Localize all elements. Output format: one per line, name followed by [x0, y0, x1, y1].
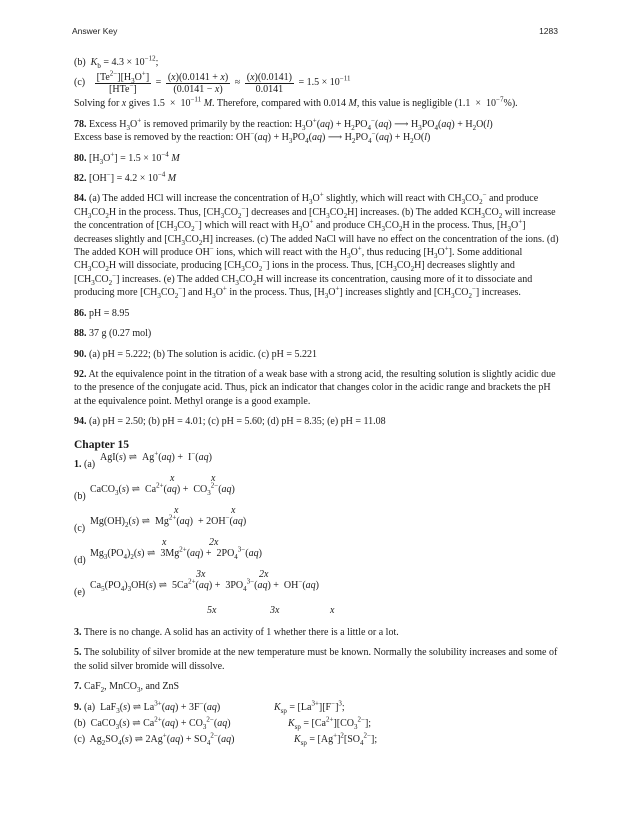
answer-94: 94. (a) pH = 2.50; (b) pH = 4.01; (c) pH = 5.60; (d) pH = 8.35; (e) pH = 11.08	[74, 416, 386, 428]
q1-part-d: (d) $Mg_3(PO_4)_2(s)$ ⇌ $3Mg^{2+}(aq) + 2PO_4^{3-}(aq)$ 3x 2x	[74, 545, 269, 580]
page-number: 1283	[539, 26, 558, 36]
chapter15-q1	[74, 449, 560, 622]
q9-part-a: 9. (a) LaF$_3$(s) ⇌ $La^{3+}(aq) + 3F^-(aq)$ $K_{sp} = [La^{3+}][F^-]^3$;	[74, 699, 345, 715]
answer-content	[74, 56, 560, 749]
answer-86: 86. pH = 8.95	[74, 307, 130, 319]
answer-15-7: 7. CaF$_2$, MnCO$_3$, and ZnS	[74, 681, 180, 695]
chapter-heading: Chapter 15	[74, 438, 130, 451]
answer-15-5: 5. The solubility of silver bromide at the new temperature must be known. Normally the solubility increases and some of the solid silver bromide will dissolve.	[74, 647, 558, 672]
solving-text: Solving for x gives $1.5 \times 10^{-11}$ M. Therefore, compared with 0.014 M, this value is negligible $(1.1 \times 10^{-7}\%)$.	[74, 96, 518, 110]
answer-15-9	[74, 701, 560, 749]
q1-part-e: (e) $Ca_5(PO_4)_3OH(s)$ ⇌ $5Ca^{2+}(aq) + 3PO_4^{3-}(aq) + OH^-(aq)$ 5x 3x x	[74, 577, 335, 616]
q9-part-b: (b) CaCO$_3$(s) ⇌ $Ca^{2+}(aq) + CO_3^{2-}(aq)$ $K_{sp} = [Ca^{2+}][CO_3^{2-}]$;	[74, 715, 372, 731]
answer-90: 90. (a) pH = 5.222; (b) The solution is acidic. (c) pH = 5.221	[74, 348, 317, 360]
q1-part-b: (b) CaCO$_3$(s) ⇌ $Ca^{2+}(aq) + CO_3^{2-}(aq)$ x x	[74, 481, 236, 516]
answer-82: 82. $[OH^-] = 4.2 \times 10^{-4}$ M	[74, 170, 177, 185]
answer-80: 80. $[H_3O^+] = 1.5 \times 10^{-4}$ M	[74, 150, 180, 166]
header-title: Answer Key	[72, 26, 118, 36]
q1-part-a: 1. (a) AgI(s) ⇌ Ag+(aq) + I−(aq) x x	[74, 449, 216, 484]
answer-b-kb: (b) $K_b = 4.3 \times 10^{-12}$;	[74, 54, 159, 70]
answer-78: 78. Excess $H_3O^+$ is removed primarily by the reaction: $H_3O^+(aq) + H_2PO_4^-(aq)$ ⟶ $H_3PO_4(aq) + H_2O(l)$ Excess base is removed by the reaction: $OH^-(aq) + H_3PO_4(aq)$ ⟶ $H_2PO_4^-(aq) + H_2O(l)$	[74, 116, 493, 146]
answer-15-3: 3. There is no change. A solid has an activity of 1 whether there is a little or a lot.	[74, 626, 399, 638]
answer-88: 88. 37 g (0.27 mol)	[74, 328, 152, 340]
answer-92: 92. At the equivalence point in the titration of a weak base with a strong acid, the resulting solution is slightly acidic due to the presence of the conjugate acid. Thus, pick an indicator that changes color in the acidic range and brackets the pH at the equivalence point. Methyl orange is a good example.	[74, 368, 556, 407]
answer-c-equation: (c) $\frac{[Te^{2-}][H_3O^+]}{[HTe^-]}$ = $\frac{(x)(0.0141 + x)}{(0.0141 - x)}$ ≈ $\frac{(x)(0.0141)}{0.0141}$ = $1.5 \times 10^{-11}$	[74, 69, 351, 95]
q9-part-c: (c) $Ag_2SO_4(s)$ ⇌ $2Ag^+(aq) + SO_4^{2-}(aq)$ $K_{sp} = [Ag^+]^2[SO_4^{2-}]$;	[74, 731, 378, 747]
q1-part-c: (c) $Mg(OH)_2(s)$ ⇌ $Mg^{2+}(aq) + 2OH^-(aq)$ x 2x	[74, 513, 247, 548]
answer-84: 84. (a) The added HCl will increase the concentration of $H_3O^+$ slightly, which will react with $CH_3CO_2^-$ and produce $CH_3CO_2H$ in the process. Thus, $[CH_3CO_2^-]$ decreases and $[CH_3CO_2H]$ increases. (b) The added $KCH_3CO_2$ will increase the concentration of $[CH_3CO_2^-]$ which will react with $H_3O^+$ and produce $CH_3CO_2H$ in the process. Thus, $[H_3O^+]$ decreases slightly and $[CH_3CO_2H]$ increases. (c) The added NaCl will have no effect on the concentration of the ions. (d) The added KOH will produce OH− ions, which will react with the $H_3O^+$, thus reducing $[H_3O^+]$. Some additional $CH_3CO_2H$ will dissociate, producing $[CH_3CO_2^-]$ ions in the process. Thus, $[CH_3CO_2H]$ decreases slightly and $[CH_3CO_2^-]$ increases. (e) The added $CH_3CO_2H$ will increase its concentration, causing more of it to dissociate and producing more $[CH_3CO_2^-]$ and $H_3O^+$ in the process. Thus, $[H_3O^+]$ increases slightly and $[CH_3CO_2^-]$ increases.	[74, 191, 559, 301]
